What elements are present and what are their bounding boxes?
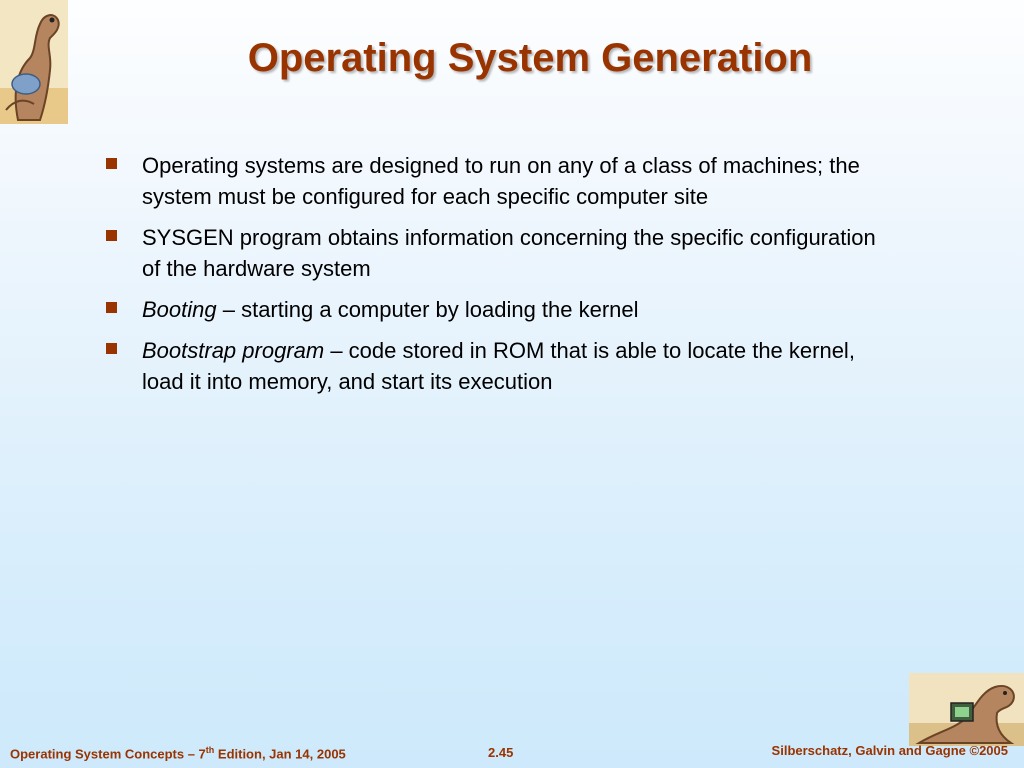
list-item (104, 150, 894, 212)
footer-book-title (10, 745, 346, 761)
list-item (104, 335, 894, 397)
footer-copyright: Silberschatz, Galvin and Gagne ©2005 (771, 743, 1008, 758)
square-bullet-icon (106, 302, 117, 313)
page-title: Operating System Generation (247, 36, 813, 80)
square-bullet-icon (106, 343, 117, 354)
bullet-term: Bootstrap program (142, 338, 325, 363)
bullet-list (104, 150, 894, 407)
dinosaur-computer-logo-icon (909, 673, 1024, 746)
bullet-text: – starting a computer by loading the kernel (216, 297, 639, 322)
bullet-text: Operating systems are designed to run on any of a class of machines; the system must be configured for each specific computer site (142, 153, 860, 209)
square-bullet-icon (106, 230, 117, 241)
list-item (104, 294, 894, 325)
list-item (104, 222, 894, 284)
page-number: 2.45 (488, 745, 514, 760)
footer-book-prefix: Operating System Concepts – 7 (10, 746, 206, 762)
bullet-term: Booting (142, 297, 217, 322)
bullet-text: – code stored in ROM that is able to locate the kernel, load it into memory, and start its execution (142, 338, 855, 394)
footer-book-suffix: Edition, Jan 14, 2005 (214, 746, 346, 762)
bullet-text: SYSGEN program obtains information concerning the specific configuration of the hardware system (142, 225, 876, 281)
square-bullet-icon (106, 158, 117, 169)
footer-book-sup: th (205, 745, 215, 755)
